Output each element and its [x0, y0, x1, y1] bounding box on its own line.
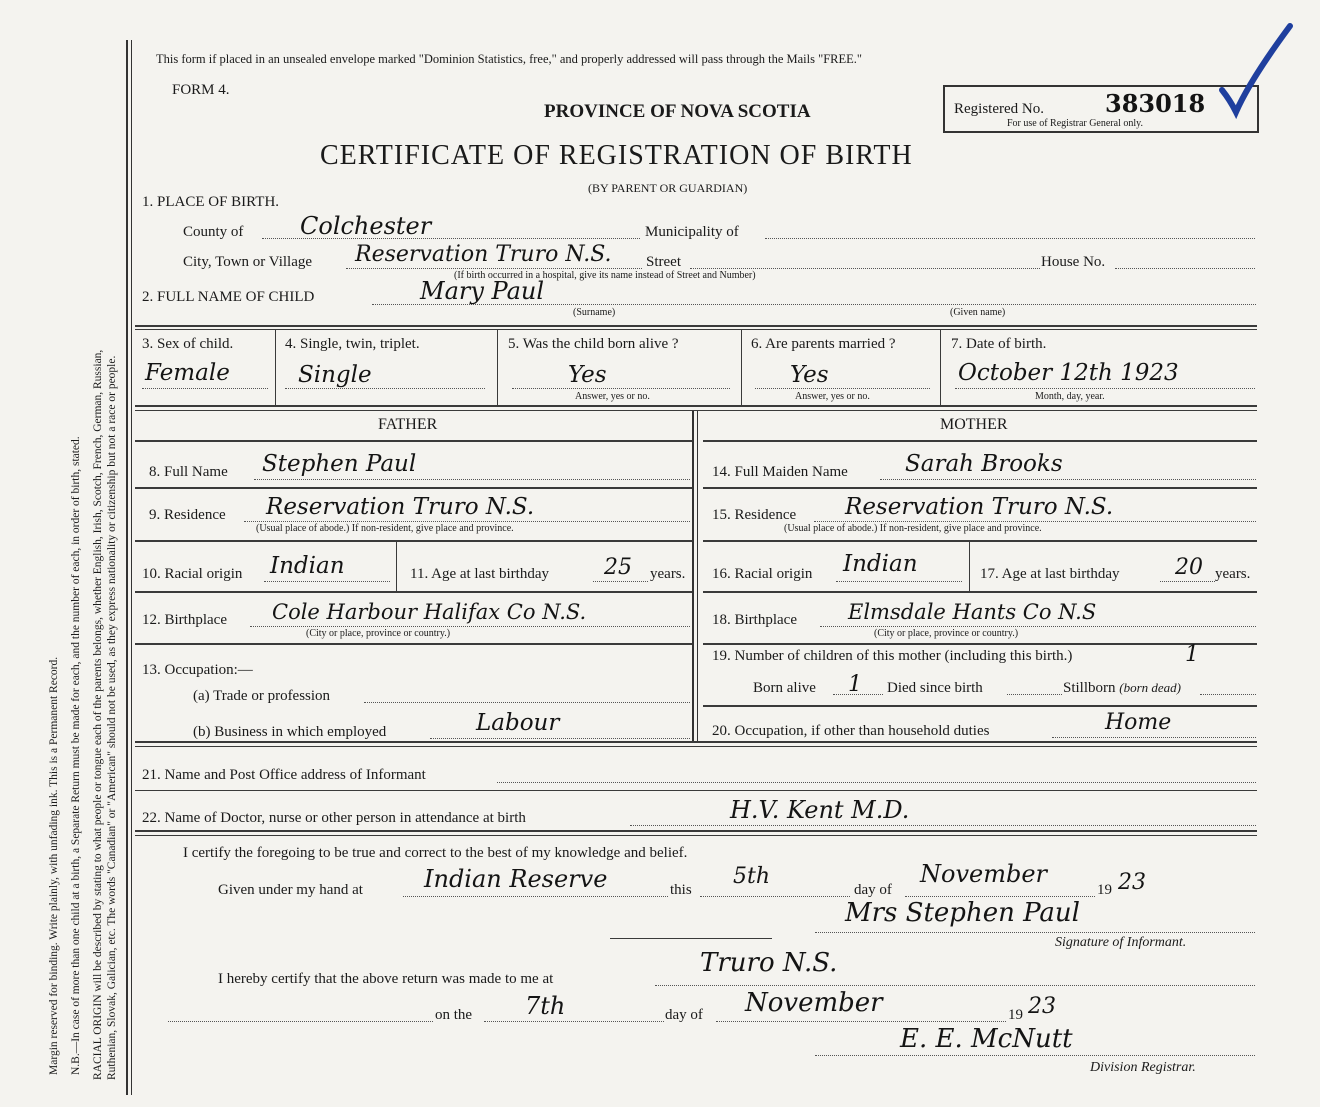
hospital-note: (If birth occurred in a hospital, give its name instead of Street and Number) [454, 270, 756, 281]
registrar-statement: I hereby certify that the above return was made to me at [218, 971, 554, 987]
mother-racial-label: 16. Racial origin [712, 566, 813, 582]
mother-age-value: 20 [1175, 555, 1203, 580]
married-answer-note: Answer, yes or no. [795, 391, 870, 402]
registered-value: 383018 [1105, 89, 1206, 118]
registrar-signature: E. E. McNutt [900, 1024, 1073, 1054]
sex-value: Female [145, 360, 230, 386]
dob-label: 7. Date of birth. [951, 336, 1047, 352]
business-label: (b) Business in which employed [193, 724, 387, 740]
mother-racial-value: Indian [843, 551, 918, 577]
registered-label: Registered No. [954, 101, 1044, 117]
given-month-value: November [920, 860, 1048, 888]
municipality-label: Municipality of [645, 224, 739, 240]
mother-years-label: years. [1215, 566, 1251, 582]
margin-note-racial-origin-cont: Ruthenian, Slovak, Galician, etc. The words "Canadian" or "American" should not be used, as they express nationality or citizenship but not a race or people. [106, 355, 118, 1080]
father-abode-note: (Usual place of abode.) If non-resident, give place and province. [256, 523, 514, 534]
mother-residence-value: Reservation Truro N.S. [845, 494, 1114, 520]
county-value: Colchester [300, 212, 432, 240]
division-registrar-caption: Division Registrar. [1090, 1060, 1196, 1075]
on-the-label: on the [435, 1007, 473, 1023]
business-value: Labour [476, 710, 560, 736]
given-day-of-label: day of [854, 882, 892, 898]
margin-note-binding: Margin reserved for binding. Write plainly, with unfading ink. This is a Permanent Record. [48, 656, 60, 1075]
informant-signature: Mrs Stephen Paul [845, 898, 1080, 928]
dob-value: October 12th 1923 [958, 360, 1179, 386]
father-residence-value: Reservation Truro N.S. [266, 494, 535, 520]
margin-border-inner [131, 40, 132, 1095]
stillborn-note: (born dead) [1119, 680, 1182, 695]
father-racial-value: Indian [270, 553, 345, 579]
sex-label: 3. Sex of child. [142, 336, 234, 352]
father-age-value: 25 [604, 555, 632, 580]
given-under-hand-label: Given under my hand at [218, 882, 363, 898]
mother-abode-note: (Usual place of abode.) If non-resident, give place and province. [784, 523, 1042, 534]
mother-name-value: Sarah Brooks [905, 451, 1063, 477]
born-alive-value: 1 [848, 672, 862, 697]
checkmark-icon [1210, 20, 1300, 120]
married-value: Yes [790, 362, 829, 388]
given-year-value: 23 [1118, 870, 1146, 895]
this-label: this [670, 882, 692, 898]
registrar-note: For use of Registrar General only. [1007, 118, 1143, 129]
mother-occupation-value: Home [1105, 710, 1172, 735]
mother-birthplace-note: (City or place, province or country.) [874, 628, 1019, 639]
margin-note-racial-origin: RACIAL ORIGIN will be described by stating to what people or tongue each of the parents belongs, whether English, Irish, Scotch, French, German, Russian, [92, 349, 104, 1080]
children-count-value: 1 [1185, 642, 1199, 667]
surname-note: (Surname) [573, 307, 616, 318]
registrar-day-value: 7th [525, 992, 566, 1020]
stillborn-label [1063, 680, 1181, 697]
county-label: County of [183, 224, 244, 240]
house-label: House No. [1041, 254, 1106, 270]
place-heading: 1. PLACE OF BIRTH. [142, 194, 280, 210]
father-name-label: 8. Full Name [149, 464, 228, 480]
registrar-month-value: November [745, 988, 883, 1018]
mother-heading: MOTHER [940, 416, 1008, 433]
given-year-prefix: 19 [1097, 882, 1112, 898]
doctor-label: 22. Name of Doctor, nurse or other person in attendance at birth [142, 810, 526, 826]
mother-birthplace-label: 18. Birthplace [712, 612, 797, 628]
father-age-label: 11. Age at last birthday [410, 566, 549, 582]
mother-occupation-label: 20. Occupation, if other than household duties [712, 723, 990, 739]
mail-notice: This form if placed in an unsealed envelope marked "Dominion Statistics, free," and properly addressed will pass through the Mails "FREE." [156, 52, 863, 66]
margin-note-multiple-births: N.B.—In case of more than one child at a birth, a Separate Return must be made for each, and the number of each, in order of birth, stated. [70, 436, 82, 1075]
city-label: City, Town or Village [183, 254, 313, 270]
father-birthplace-label: 12. Birthplace [142, 612, 227, 628]
informant-label: 21. Name and Post Office address of Informant [142, 767, 426, 783]
province-heading: PROVINCE OF NOVA SCOTIA [544, 101, 811, 122]
certificate-subtitle: (BY PARENT OR GUARDIAN) [588, 181, 748, 195]
stillborn-label-text: Stillborn [1063, 680, 1116, 696]
mother-age-label: 17. Age at last birthday [980, 566, 1120, 582]
father-birthplace-note: (City or place, province or country.) [306, 628, 451, 639]
father-racial-label: 10. Racial origin [142, 566, 243, 582]
married-label: 6. Are parents married ? [751, 336, 896, 352]
born-alive-label: Born alive [753, 680, 816, 696]
occupation-label: 13. Occupation:— [142, 662, 253, 678]
alive-answer-note: Answer, yes or no. [575, 391, 650, 402]
father-residence-label: 9. Residence [149, 507, 226, 523]
dob-note: Month, day, year. [1035, 391, 1105, 402]
father-heading: FATHER [378, 416, 438, 433]
child-name-label: 2. FULL NAME OF CHILD [142, 289, 315, 305]
father-birthplace-value: Cole Harbour Halifax Co N.S. [272, 600, 587, 624]
father-name-value: Stephen Paul [262, 451, 417, 477]
children-count-label: 19. Number of children of this mother (including this birth.) [712, 648, 1073, 664]
street-label: Street [646, 254, 681, 270]
mother-residence-label: 15. Residence [712, 507, 797, 523]
registrar-year-prefix: 19 [1008, 1007, 1023, 1023]
mother-birthplace-value: Elmsdale Hants Co N.S [848, 600, 1097, 624]
alive-label: 5. Was the child born alive ? [508, 336, 679, 352]
given-name-note: (Given name) [950, 307, 1006, 318]
registrar-day-of-label: day of [665, 1007, 703, 1023]
trade-label: (a) Trade or profession [193, 688, 331, 704]
single-label: 4. Single, twin, triplet. [285, 336, 420, 352]
alive-value: Yes [568, 362, 607, 388]
certificate-title: CERTIFICATE OF REGISTRATION OF BIRTH [320, 140, 913, 171]
margin-border [126, 40, 128, 1095]
mother-name-label: 14. Full Maiden Name [712, 464, 848, 480]
certify-statement: I certify the foregoing to be true and correct to the best of my knowledge and belief. [183, 845, 688, 861]
child-name-value: Mary Paul [420, 277, 545, 305]
given-day-value: 5th [733, 864, 771, 889]
registrar-place-value: Truro N.S. [700, 948, 838, 978]
registrar-year-value: 23 [1028, 994, 1056, 1019]
form-number: FORM 4. [172, 82, 230, 98]
single-value: Single [298, 362, 372, 388]
father-years-label: years. [650, 566, 686, 582]
city-value: Reservation Truro N.S. [355, 242, 612, 267]
doctor-value: H.V. Kent M.D. [730, 796, 910, 824]
informant-signature-caption: Signature of Informant. [1055, 935, 1187, 950]
died-since-birth-label: Died since birth [887, 680, 983, 696]
given-place-value: Indian Reserve [424, 865, 608, 893]
